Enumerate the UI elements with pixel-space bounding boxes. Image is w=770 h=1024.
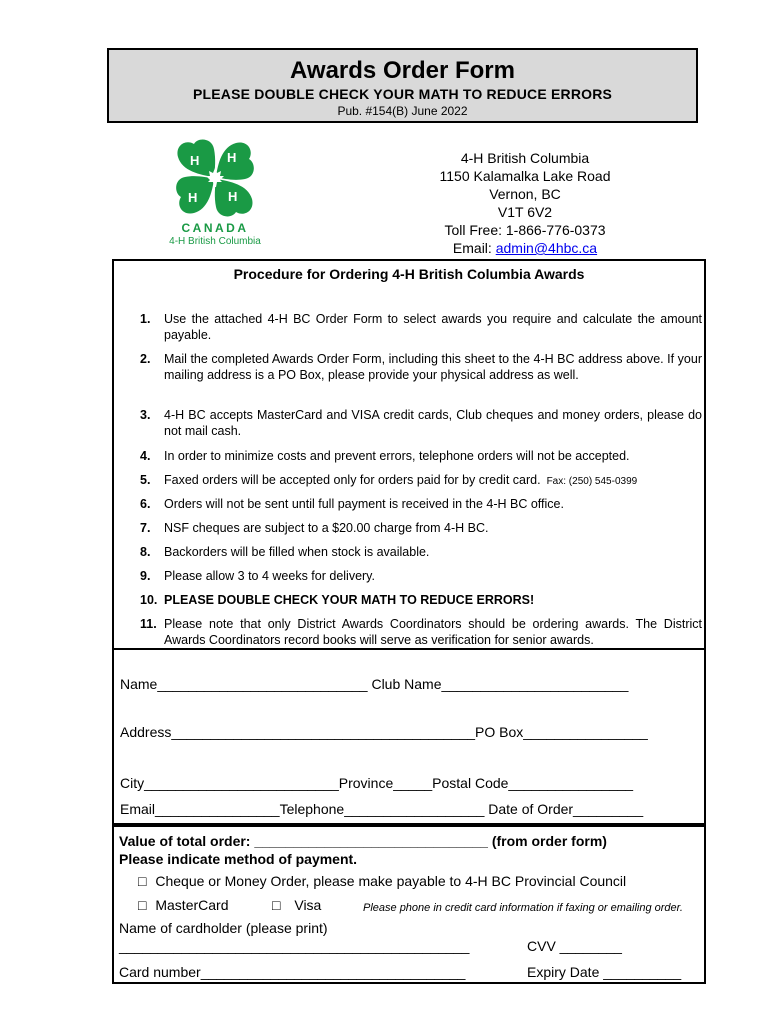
svg-text:H: H	[188, 190, 198, 205]
checkbox-icon[interactable]: □	[138, 897, 147, 913]
cheque-option[interactable]	[138, 873, 626, 890]
procedure-item: 5. Faxed orders will be accepted only for orders paid for by credit card. Fax: (250) 545-0399	[140, 473, 638, 487]
form-title: Awards Order Form	[290, 57, 515, 84]
procedure-item: 6. Orders will not be sent until full payment is received in the 4-H BC office.	[140, 497, 564, 511]
email-label: Email:	[452, 240, 496, 256]
logo-org-text: 4-H British Columbia	[169, 236, 261, 247]
expiry-date-field[interactable]: Expiry Date __________	[527, 964, 682, 980]
procedure-item: 9. Please allow 3 to 4 weeks for delivery.	[140, 569, 375, 583]
payment-method-label: Please indicate method of payment.	[119, 851, 358, 867]
customer-info-box	[112, 650, 706, 825]
cardholder-name-field[interactable]: _____________________________________________	[119, 938, 470, 954]
4h-canada-logo	[160, 135, 270, 250]
svg-text:H: H	[228, 189, 238, 204]
address-line-4: V1T 6V2	[497, 204, 553, 220]
procedure-item: 8. Backorders will be filled when stock is available.	[140, 545, 430, 559]
procedure-box	[112, 259, 706, 650]
procedure-item: 2. Mail the completed Awards Order Form, including this sheet to the 4-H BC address above. If your mailing address is a PO Box, please provide your physical address as well.	[140, 352, 702, 382]
clover-icon	[160, 135, 270, 221]
card-number-field[interactable]: Card number__________________________________	[119, 964, 466, 980]
procedure-item: 7. NSF cheques are subject to a $20.00 charge from 4-H BC.	[140, 521, 489, 535]
procedure-item: 3. 4-H BC accepts MasterCard and VISA credit cards, Club cheques and money orders, please do not mail cash.	[140, 408, 702, 438]
city-province-postal-field[interactable]: City_________________________Province_____Postal Code________________	[120, 775, 634, 791]
email-link[interactable]: admin@4hbc.ca	[495, 240, 598, 256]
address-line-1: 4-H British Columbia	[460, 150, 590, 166]
cheque-option-label: Cheque or Money Order, please make payable to 4-H BC Provincial Council	[155, 873, 627, 889]
checkbox-icon[interactable]: □	[272, 897, 281, 913]
mastercard-option-label: MasterCard	[155, 897, 229, 913]
address-line-3: Vernon, BC	[489, 186, 561, 202]
visa-option[interactable]	[272, 897, 321, 914]
cardholder-label: Name of cardholder (please print)	[119, 920, 328, 936]
fax-number: Fax: (250) 545-0399	[546, 476, 638, 487]
logo-country-text: CANADA	[181, 221, 249, 235]
mastercard-option[interactable]	[138, 897, 229, 914]
procedure-item: 4. In order to minimize costs and prevent errors, telephone orders will not be accepted.	[140, 449, 630, 463]
organization-address	[420, 149, 630, 257]
phone-note: Please phone in credit card information if faxing or emailing order.	[363, 902, 683, 914]
email-phone-date-field[interactable]: Email________________Telephone__________________ Date of Order_________	[120, 801, 644, 817]
procedure-item: 10. PLEASE DOUBLE CHECK YOUR MATH TO REDUCE ERRORS!	[140, 593, 535, 607]
form-header	[107, 48, 698, 123]
svg-text:H: H	[227, 150, 237, 165]
address-line-2: 1150 Kalamalka Lake Road	[439, 168, 611, 184]
svg-text:H: H	[190, 153, 200, 168]
procedure-item: 1. Use the attached 4-H BC Order Form to select awards you require and calculate the amount payable.	[140, 312, 702, 342]
payment-box	[112, 825, 706, 984]
visa-option-label: Visa	[294, 897, 322, 913]
cvv-field[interactable]: CVV ________	[527, 938, 622, 954]
publication-number: Pub. #154(B) June 2022	[337, 104, 468, 118]
order-total-field[interactable]: Value of total order: ______________________________ (from order form)	[119, 833, 607, 849]
procedure-title: Procedure for Ordering 4-H British Columbia Awards	[233, 266, 585, 282]
toll-free: Toll Free: 1-866-776-0373	[444, 222, 606, 238]
form-subtitle: PLEASE DOUBLE CHECK YOUR MATH TO REDUCE ERRORS	[192, 86, 613, 102]
address-pobox-field[interactable]: Address_______________________________________PO Box________________	[120, 724, 648, 740]
email-line	[420, 239, 630, 257]
procedure-item: 11. Please note that only District Awards Coordinators should be ordering awards. The District Awards Coordinators record books will serve as verification for senior awards.	[140, 617, 702, 647]
name-club-field[interactable]: Name___________________________ Club Name________________________	[120, 676, 629, 692]
checkbox-icon[interactable]: □	[138, 873, 147, 889]
